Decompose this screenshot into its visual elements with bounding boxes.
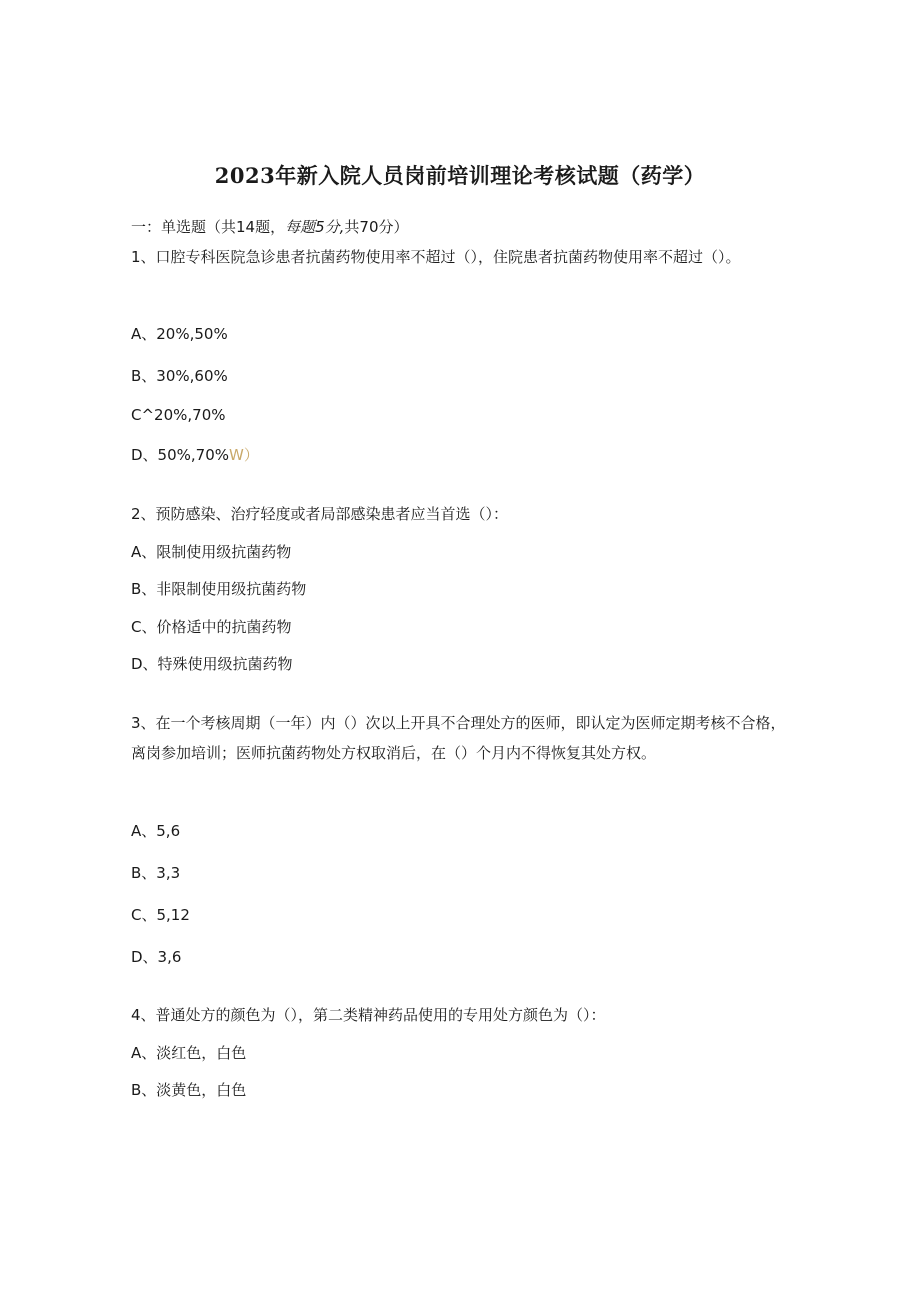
section-heading-emphasis: 每题5分, [285, 218, 345, 236]
question-1-stem: 1、口腔专科医院急诊患者抗菌药物使用率不超过（），住院患者抗菌药物使用率不超过（）。 [131, 248, 741, 266]
question-2-stem: 2、预防感染、治疗轻度或者局部感染患者应当首选（）： [131, 505, 509, 523]
question-1-option-b: B、30%,60% [131, 367, 228, 385]
question-3-option-b: B、3,3 [131, 864, 181, 882]
question-2-option-a: A、限制使用级抗菌药物 [131, 543, 292, 561]
page-title: 2023年新入院人员岗前培训理论考核试题（药学） [214, 163, 706, 188]
section-heading-prefix: 一：单选题（共14题， [131, 218, 286, 236]
question-3-option-a: A、5,6 [131, 822, 181, 840]
question-4-stem: 4、普通处方的颜色为（），第二类精神药品使用的专用处方颜色为（）： [131, 1006, 606, 1024]
question-2-option-d: D、特殊使用级抗菌药物 [131, 655, 293, 673]
question-3-option-c: C、5,12 [131, 906, 190, 924]
question-1-option-d-text: D、50%,70% [131, 446, 229, 464]
question-3-option-d: D、3,6 [131, 948, 182, 966]
question-1-option-d [131, 440, 786, 470]
question-4-option-a: A、淡红色，白色 [131, 1044, 247, 1062]
question-2-option-c: C、价格适中的抗菌药物 [131, 618, 292, 636]
section-heading-suffix: 共70分） [344, 218, 409, 236]
section-heading [131, 212, 786, 242]
question-3-stem: 3、在一个考核周期（一年）内（）次以上开具不合理处方的医师，即认定为医师定期考核不合格，离岗参加培训；医师抗菌药物处方权取消后，在（）个月内不得恢复其处方权。 [131, 714, 786, 762]
question-2-option-b: B、非限制使用级抗菌药物 [131, 580, 307, 598]
question-1-option-a: A、20%,50% [131, 325, 228, 343]
question-4-option-b: B、淡黄色，白色 [131, 1081, 247, 1099]
question-1-option-d-mark: W） [229, 446, 259, 464]
question-1-option-c: C^20%,70% [131, 406, 226, 424]
